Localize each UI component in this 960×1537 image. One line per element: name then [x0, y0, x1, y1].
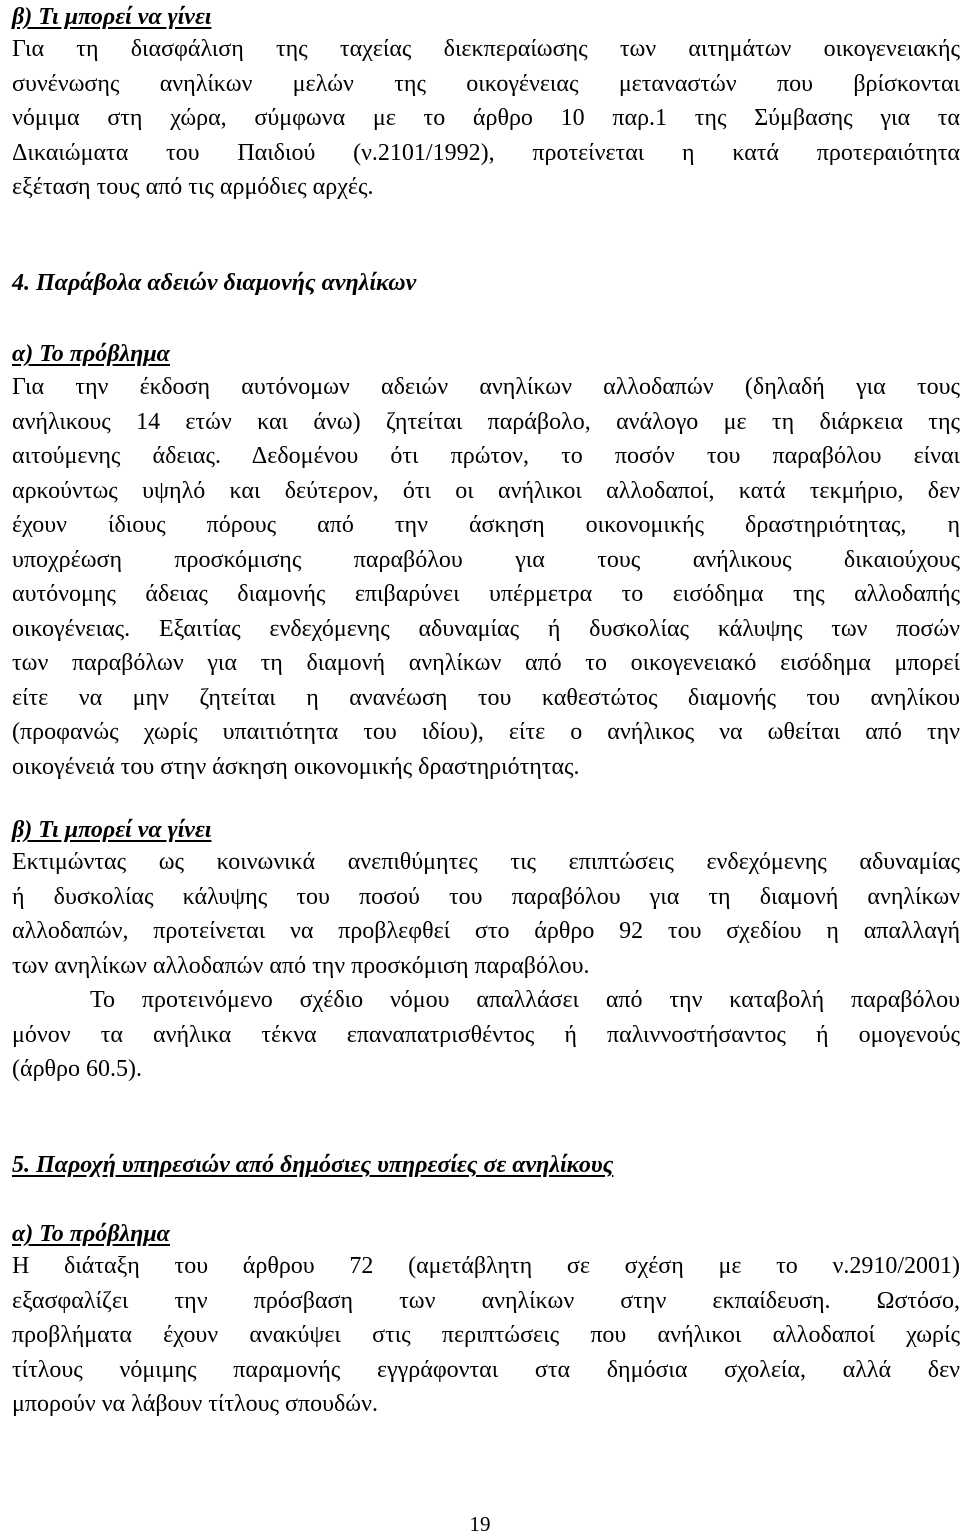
page-number: 19 — [469, 1512, 491, 1536]
text-line: οικογένειά του στην άσκηση οικονομικής δραστηριότητας. — [12, 753, 580, 780]
text-line: υποχρέωση προσκόμισης παραβόλου για τους ανήλικους δικαιούχους — [12, 546, 960, 573]
text-line: συνένωσης ανηλίκων μελών της οικογένειας μεταναστών που βρίσκονται — [12, 70, 960, 97]
section-heading-5: 5. Παροχή υπηρεσιών από δημόσιες υπηρεσίες σε ανηλίκους — [12, 1152, 614, 1178]
text-line: Για τη διασφάλιση της ταχείας διεκπεραίωσης των αιτημάτων οικογενειακής — [12, 36, 960, 62]
text-line: οικογένειας. Εξαιτίας ενδεχόμενης αδυναμίας ή δυσκολίας κάλυψης των ποσών — [12, 615, 960, 642]
paragraph-fees-proposal — [12, 845, 960, 1087]
text-line: των παραβόλων για τη διαμονή ανηλίκων από το οικογενειακό εισόδημα μπορεί — [12, 650, 960, 676]
text-line: είτε να μην ζητείται η ανανέωση του καθεστώτος διαμονής του ανηλίκου — [12, 684, 960, 711]
text-line: αλλοδαπών, προτείνεται να προβλεφθεί στο άρθρο 92 του σχεδίου η απαλλαγή — [12, 918, 960, 944]
paragraph-fees-problem — [12, 370, 960, 784]
text-line: εξέταση τους από τις αρμόδιες αρχές. — [12, 174, 374, 200]
paragraph-family-reunification — [12, 32, 960, 205]
text-line: νόμιμα στη χώρα, σύμφωνα με το άρθρο 10 παρ.1 της Σύμβασης για τα — [12, 105, 960, 131]
text-line: μπορούν να λάβουν τίτλους σπουδών. — [12, 1391, 378, 1417]
text-line: έχουν ίδιους πόρους από την άσκηση οικονομικής δραστηριότητας, η — [12, 512, 960, 538]
text-line: προβλήματα έχουν ανακύψει στις περιπτώσεις που ανήλικοι αλλοδαποί χωρίς — [12, 1322, 960, 1348]
text-line: αυτόνομης άδειας διαμονής επιβαρύνει υπέρμετρα το εισόδημα της αλλοδαπής — [12, 581, 960, 607]
text-line: Εκτιμώντας ως κοινωνικά ανεπιθύμητες τις επιπτώσεις ενδεχόμενης αδυναμίας — [12, 849, 960, 875]
text-line: ή δυσκολίας κάλυψης του ποσού του παραβόλου για τη διαμονή ανηλίκων — [12, 883, 960, 910]
text-line: αρκούντως υψηλό και δεύτερον, ότι οι ανήλικοι αλλοδαποί, κατά τεκμήριο, δεν — [12, 477, 960, 504]
text-line: εξασφαλίζει την πρόσβαση των ανηλίκων στην εκπαίδευση. Ωστόσο, — [12, 1287, 960, 1314]
subheading-problem-5: α) Το πρόβλημα — [12, 1221, 170, 1247]
subheading-what-can-be-done-3: β) Τι μπορεί να γίνει — [12, 4, 212, 30]
paragraph-public-services-problem — [12, 1249, 960, 1422]
text-line: Το προτεινόμενο σχέδιο νόμου απαλλάσει από την καταβολή παραβόλου — [90, 987, 960, 1013]
text-line: Δικαιώματα του Παιδιού (ν.2101/1992), προτείνεται η κατά προτεραιότητα — [12, 139, 960, 166]
text-line: Για την έκδοση αυτόνομων αδειών ανηλίκων αλλοδαπών (δηλαδή για τους — [12, 374, 960, 400]
text-line: τίτλους νόμιμης παραμονής εγγράφονται στα δημόσια σχολεία, αλλά δεν — [12, 1356, 960, 1383]
text-line: ανήλικους 14 ετών και άνω) ζητείται παράβολο, ανάλογο με τη διάρκεια της — [12, 408, 960, 435]
text-line: των ανηλίκων αλλοδαπών από την προσκόμιση παραβόλου. — [12, 952, 590, 979]
text-line: (προφανώς χωρίς υπαιτιότητα του ιδίου), είτε ο ανήλικος να ωθείται από την — [12, 719, 960, 745]
text-line: μόνον τα ανήλικα τέκνα επαναπατρισθέντος ή παλιννοστήσαντος ή ομογενούς — [12, 1021, 960, 1048]
text-line: (άρθρο 60.5). — [12, 1056, 143, 1082]
section-heading-4: 4. Παράβολα αδειών διαμονής ανηλίκων — [12, 270, 417, 296]
subheading-problem-4: α) Το πρόβλημα — [12, 341, 170, 367]
text-line: αιτούμενης άδειας. Δεδομένου ότι πρώτον, το ποσόν του παραβόλου είναι — [12, 443, 960, 469]
subheading-what-can-be-done-4: β) Τι μπορεί να γίνει — [12, 817, 212, 843]
text-line: Η διάταξη του άρθρου 72 (αμετάβλητη σε σχέση με το ν.2910/2001) — [12, 1253, 960, 1279]
